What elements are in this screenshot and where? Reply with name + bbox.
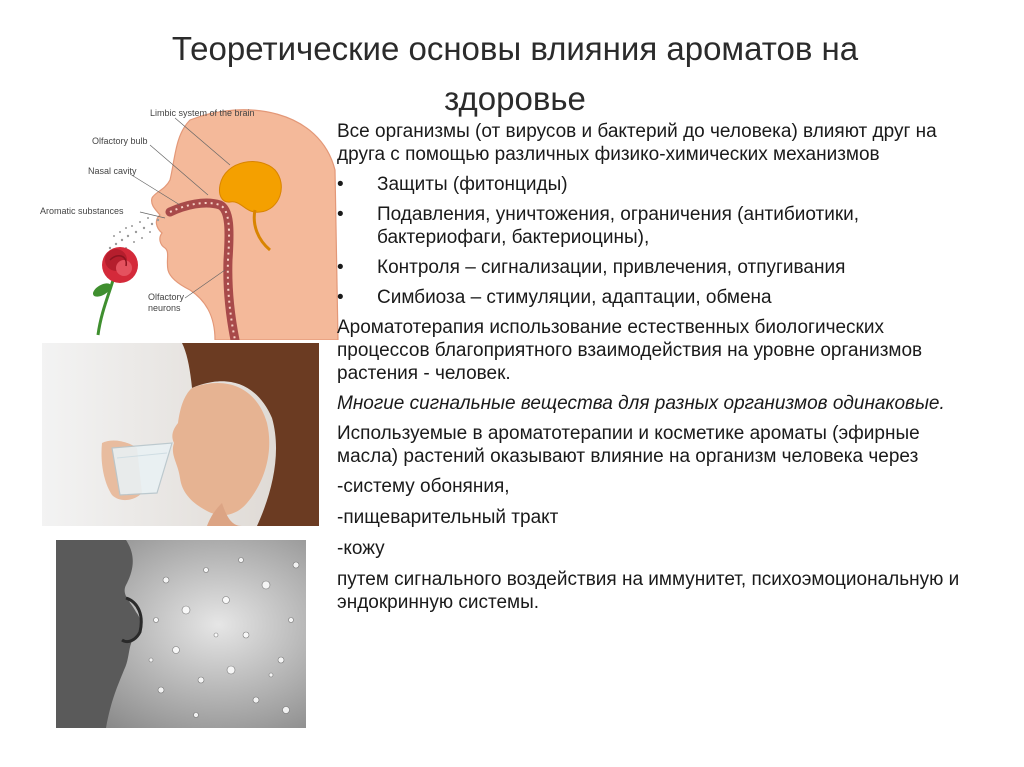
mechanism-list [337,173,967,309]
list-item [337,256,967,279]
anatomy-svg [30,100,340,340]
list-item [337,286,967,309]
bullet-glyph: • [337,204,344,225]
sneeze-svg [56,540,306,728]
droplets-sneeze-photo [56,540,306,728]
aromatherapy-paragraph: Ароматотерапия использование естественных биологических процессов благоприятного взаимодействия на уровне организмов растения - человек. [337,317,923,384]
list-item-text: Защиты (фитонциды) [377,174,568,195]
rose-flower [102,247,138,283]
bullet-glyph: • [337,287,344,308]
route-digestive: -пищеварительный тракт [337,507,559,528]
slide-body [337,120,967,621]
list-item-text: Симбиоза – стимуляции, адаптации, обмена [377,287,772,308]
list-item [337,203,967,249]
label-olfactory-bulb: Olfactory bulb [92,136,148,146]
route-smell: -систему обоняния, [337,476,510,497]
intro-paragraph: Все организмы (от вирусов и бактерий до человека) влияют друг на друга с помощью различных физико-химических механизмов [337,121,937,165]
bullet-glyph: • [337,174,344,195]
list-item-text: Подавления, уничтожения, ограничения (антибиотики, бактериофаги, бактериоцины), [377,204,860,248]
slide-title-line-2: здоровье [444,80,586,117]
label-aromatic-substances: Aromatic substances [40,206,124,216]
list-item-text: Контроля – сигнализации, привлечения, отпугивания [377,257,846,278]
slide-title-line-1: Теоретические основы влияния ароматов на [171,30,859,67]
label-olfactory-neurons-1: Olfactory [148,292,185,302]
olfactory-anatomy-illustration [30,100,340,340]
woman-drinking-photo [42,343,319,526]
label-nasal-cavity: Nasal cavity [88,166,137,176]
label-limbic: Limbic system of the brain [150,108,255,118]
list-item [337,173,967,196]
conclusion-paragraph: путем сигнального воздействия на иммунитет, психоэмоциональную и эндокринную системы. [337,569,960,613]
signals-paragraph: Многие сигнальные вещества для разных организмов одинаковые. [337,393,945,414]
used-paragraph: Используемые в ароматотерапии и косметике ароматы (эфирные масла) растений оказывают влияние на организм человека через [337,423,920,467]
bullet-glyph: • [337,257,344,278]
route-skin: -кожу [337,538,385,559]
woman-svg [42,343,319,526]
aromatic-spray [109,217,159,249]
label-olfactory-neurons-2: neurons [148,303,181,313]
